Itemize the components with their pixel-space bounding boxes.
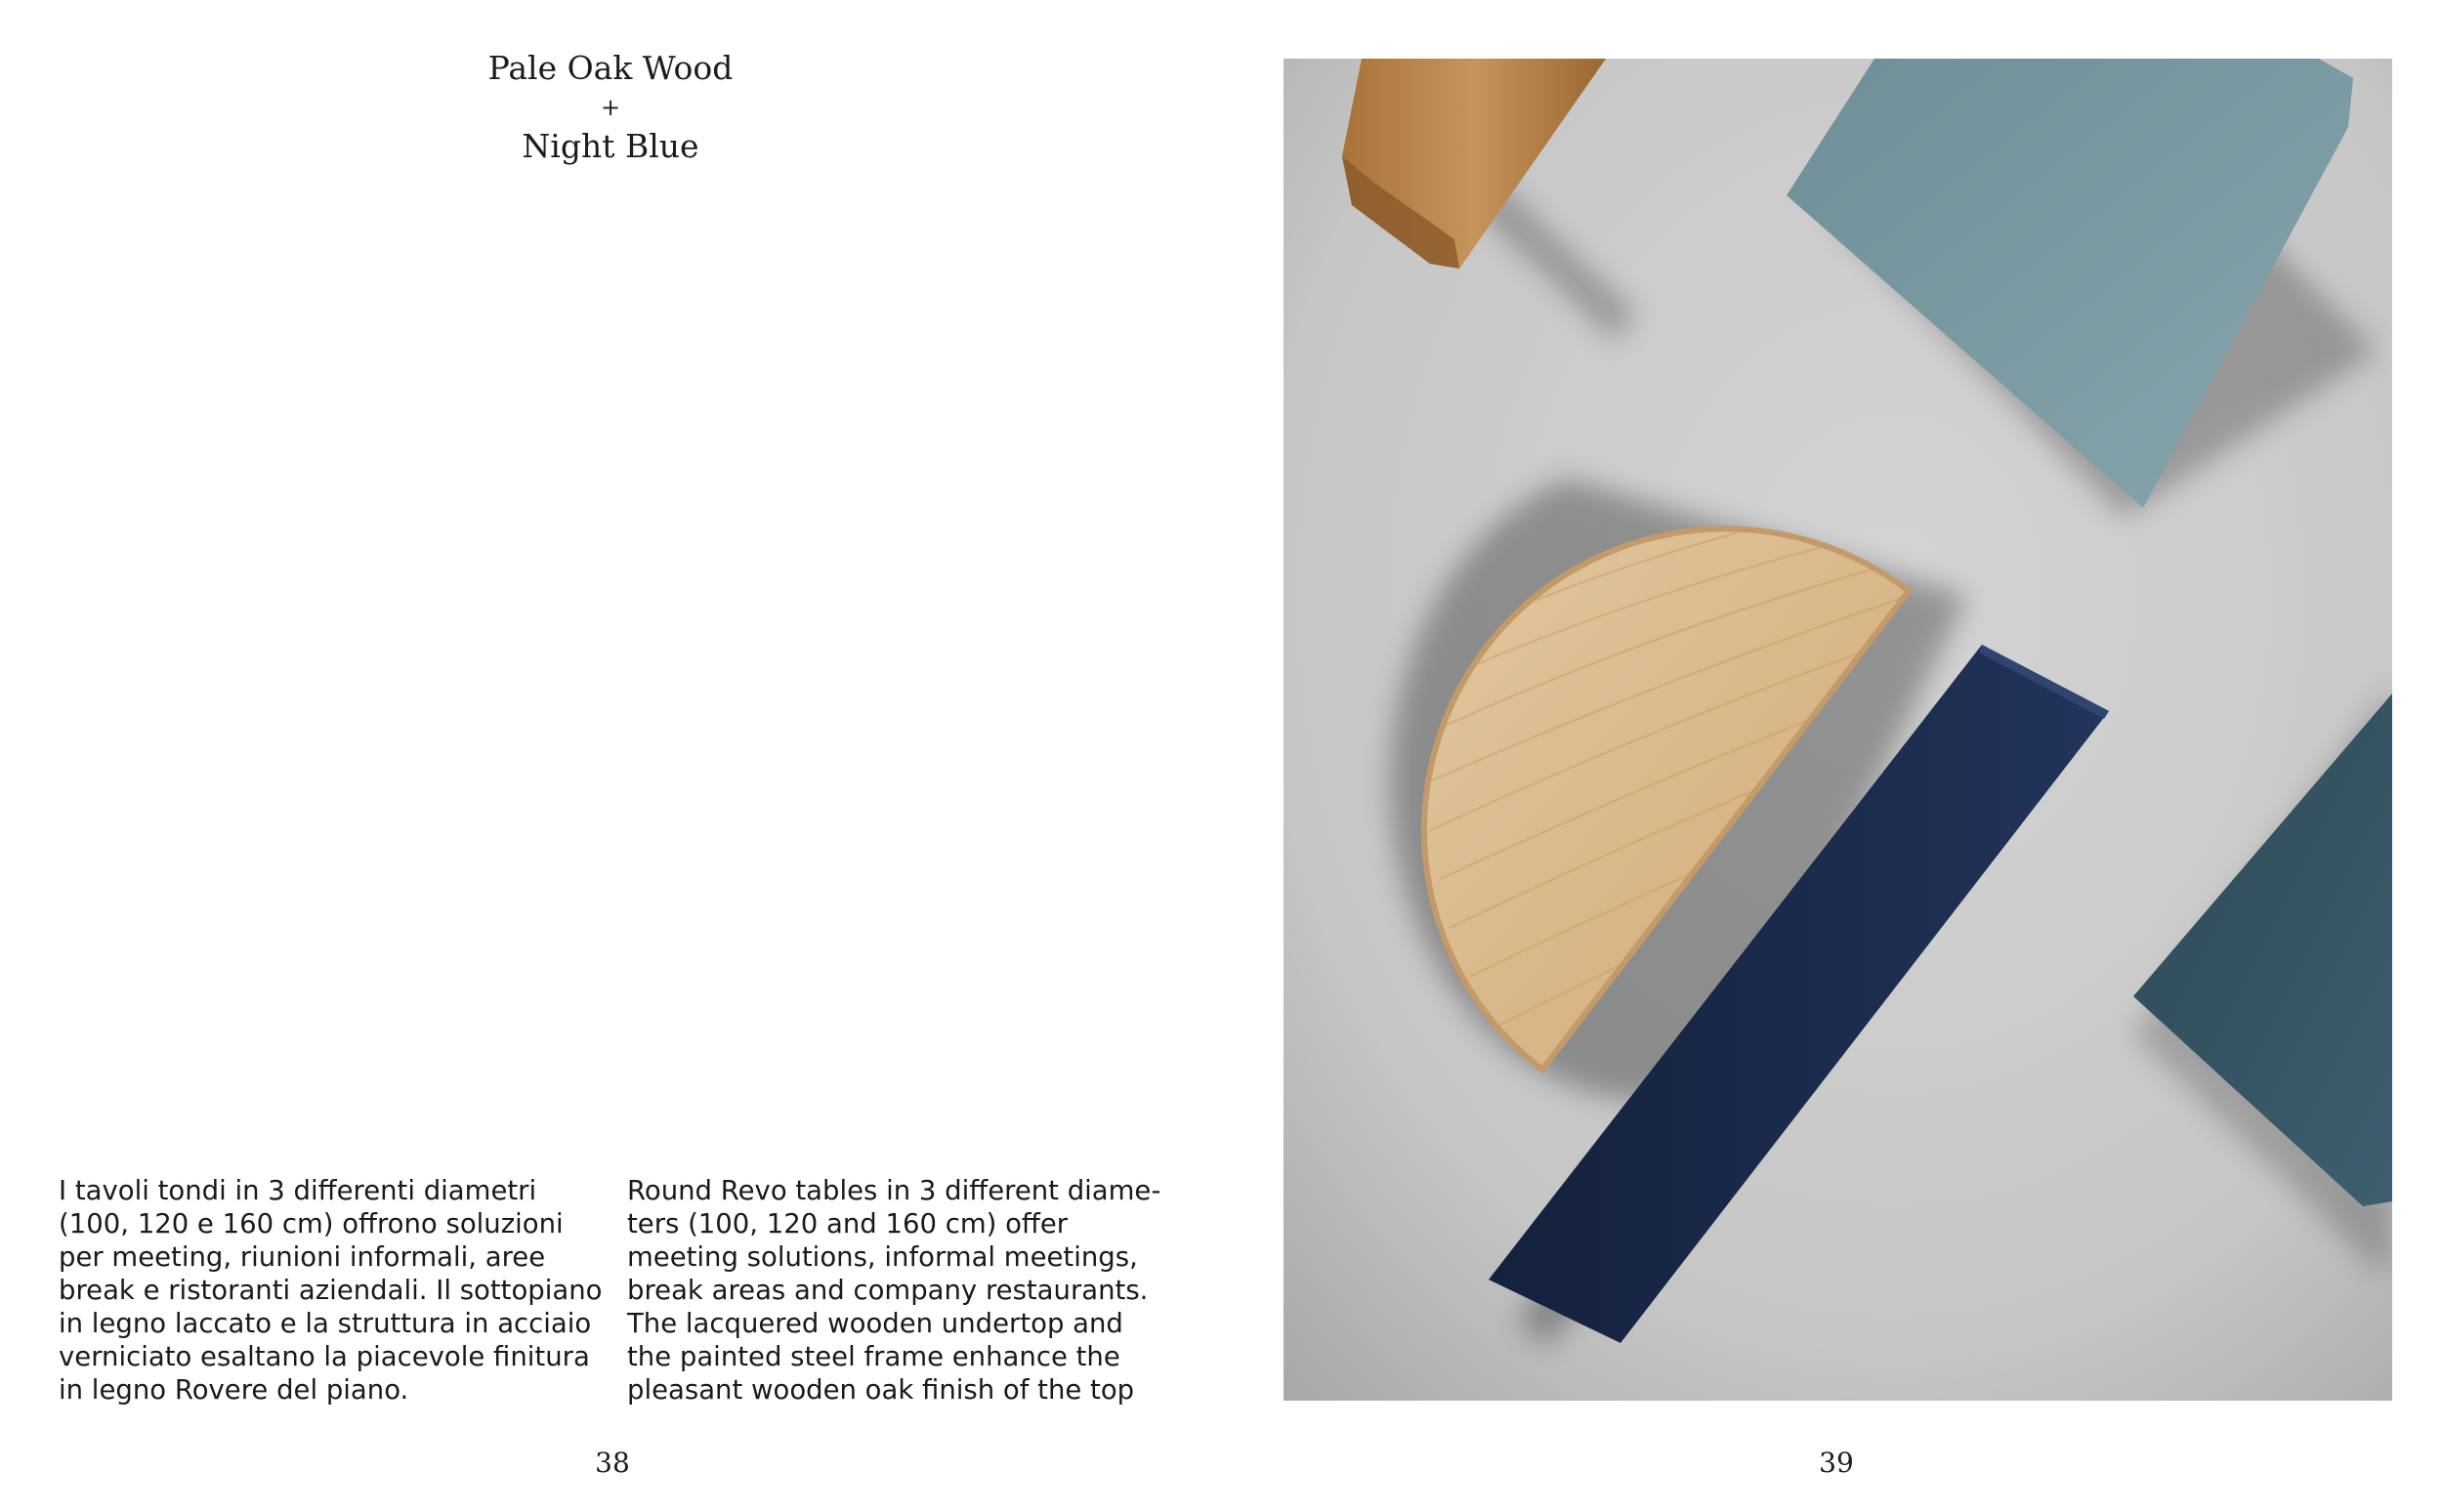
page-title: [0, 49, 1221, 166]
italian-text-line: break e ristoranti aziendali. Il sottopiano: [59, 1275, 603, 1306]
english-text-line: Round Revo tables in 3 different diame-: [627, 1175, 1161, 1206]
title-line-2: Night Blue: [522, 127, 699, 165]
english-text-line: ters (100, 120 and 160 cm) offer: [627, 1208, 1069, 1239]
italian-text-column: [59, 1174, 606, 1407]
page-number-right: 39: [1819, 1447, 1854, 1479]
english-text-line: the painted steel frame enhance the: [627, 1341, 1120, 1372]
product-photo-illustration: [1284, 59, 2392, 1401]
italian-text-line: in legno Rovere del piano.: [59, 1374, 409, 1406]
title-line-1: Pale Oak Wood: [487, 49, 734, 87]
italian-text-line: I tavoli tondi in 3 differenti diametri: [59, 1175, 537, 1206]
italian-text-line: in legno laccato e la struttura in acciaio: [59, 1308, 592, 1339]
english-text-line: pleasant wooden oak finish of the top: [627, 1374, 1135, 1406]
english-text-line: meeting solutions, informal meetings,: [627, 1241, 1138, 1273]
italian-text-line: verniciato esaltano la piacevole finitura: [59, 1341, 590, 1372]
page-number-left: 38: [595, 1447, 630, 1479]
product-photo: [1284, 59, 2392, 1401]
italian-text-line: (100, 120 e 160 cm) offrono soluzioni: [59, 1208, 564, 1239]
italian-text-line: per meeting, riunioni informali, aree: [59, 1241, 546, 1273]
english-text-column: [627, 1174, 1174, 1407]
title-plus: +: [600, 94, 621, 121]
english-text-line: break areas and company restaurants.: [627, 1275, 1149, 1306]
english-text-line: The lacquered wooden undertop and: [627, 1308, 1123, 1339]
